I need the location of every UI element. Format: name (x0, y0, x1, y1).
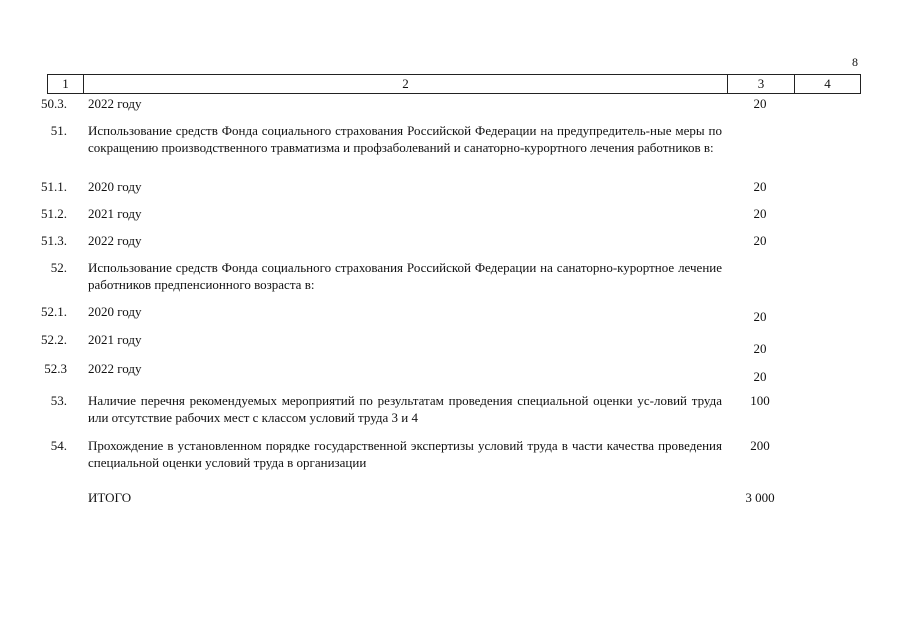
row-number: 51. (50, 123, 67, 138)
row-number: 51.2. (41, 206, 67, 221)
row-number: 51.3. (41, 233, 67, 248)
header-col-1: 1 (48, 75, 84, 93)
row-number: 53. (50, 393, 67, 408)
row-text: 2022 году (88, 96, 142, 111)
row-number: 52. (50, 260, 67, 275)
row-number: 52.1. (41, 304, 67, 319)
total-points: 3 000 (745, 490, 775, 505)
row-points: 20 (753, 206, 767, 221)
row-number: 50.3. (41, 96, 67, 111)
row-number: 54. (50, 438, 67, 453)
row-points: 20 (753, 369, 767, 384)
row-number: 52.3 (44, 361, 67, 376)
page-number: 8 (852, 55, 858, 69)
row-text: Наличие перечня рекомендуемых мероприятий по результатам проведения специальной оценки ус-ловий труда или отсутствие рабочих мест с классом условий труда 3 и 4 (88, 393, 722, 425)
row-points: 20 (753, 179, 767, 194)
table-header (47, 74, 861, 94)
row-text: 2021 году (88, 206, 142, 221)
row-points: 20 (753, 341, 767, 356)
row-text: 2020 году (88, 304, 142, 319)
row-number: 51.1. (41, 179, 67, 194)
row-text: 2020 году (88, 179, 142, 194)
header-col-2: 2 (84, 75, 728, 93)
row-number: 52.2. (41, 332, 67, 347)
row-text: 2022 году (88, 361, 142, 376)
row-points: 20 (753, 96, 767, 111)
row-points: 20 (753, 233, 767, 248)
total-label: ИТОГО (88, 490, 132, 505)
header-col-3: 3 (728, 75, 795, 93)
header-col-4: 4 (824, 76, 831, 91)
row-points: 100 (750, 393, 770, 408)
row-points: 20 (753, 309, 767, 324)
row-text: 2022 году (88, 233, 142, 248)
row-text: Использование средств Фонда социального страхования Российской Федерации на предупредитель-ные меры по сокращению производственного травматизма и профзаболеваний и санаторно-курортного лечения работников в: (88, 123, 722, 155)
row-text: Прохождение в установленном порядке государственной экспертизы условий труда в части качества проведения специальной оценки условий труда в организации (88, 438, 722, 470)
row-text: Использование средств Фонда социального страхования Российской Федерации на санаторно-курортное лечение работников предпенсионного возраста в: (88, 260, 722, 292)
row-points: 200 (750, 438, 770, 453)
row-text: 2021 году (88, 332, 142, 347)
